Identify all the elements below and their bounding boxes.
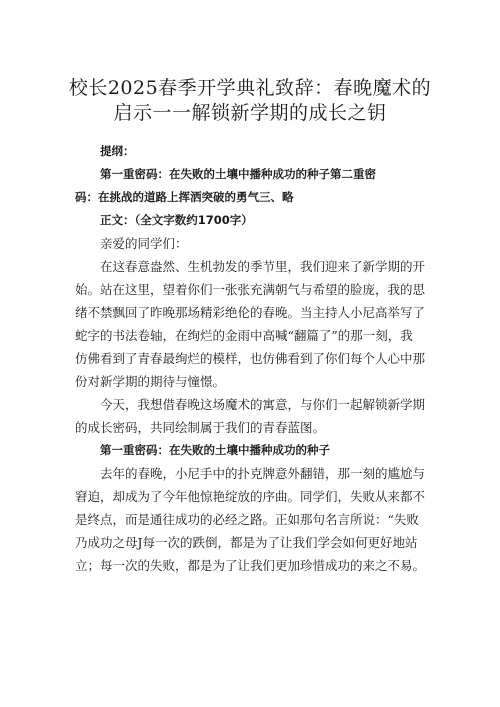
paragraph-line: 去年的春晚，小尼手中的扑克牌意外翻错，那一刻的尴尬与 [100, 466, 426, 481]
outline-content [75, 163, 427, 209]
paragraph-line: 窘迫，却成为了今年他惊艳绽放的序曲。同学们，失败从来都不 [75, 489, 426, 504]
paragraph-line: 仿佛看到了青春最绚烂的模样，也仿佛看到了你们每个人心中那 [75, 351, 426, 366]
paragraph-1 [75, 255, 427, 393]
paragraph-line: 绪不禁飘回了昨晚那场精彩绝伦的春晚。当主持人小尼高举写了 [75, 305, 426, 320]
paragraph-line: 在这春意盎然、生机勃发的季节里，我们迎来了新学期的开 [100, 259, 426, 274]
paragraph-line: 是终点，而是通往成功的必经之路。正如那句名言所说：“失败 [75, 512, 419, 527]
title-line-2: 启示一一解锁新学期的成长之钥 [113, 101, 387, 124]
paragraph-line: 份对新学期的期待与憧憬。 [75, 374, 226, 389]
main-text-heading: 正文：（全文字数约1700字） [100, 213, 253, 227]
greeting: 亲爱的同学们： [100, 236, 188, 251]
paragraph-3 [75, 462, 427, 577]
document-title [40, 76, 460, 126]
outline-line-1: 第一重密码：在失败的土壤中播种成功的种子第二重密 [100, 167, 376, 181]
paragraph-line: 蛇字的书法卷轴，在绚烂的金雨中高喊“翻篇了”的那一刻，我 [75, 328, 413, 343]
paragraph-line: 今天，我想借春晚这场魔术的寓意，与你们一起解锁新学期 [100, 397, 426, 412]
paragraph-2 [75, 393, 427, 439]
document-body [75, 140, 427, 577]
outline-label: 提纲： [100, 144, 135, 158]
paragraph-line: 乃成功之母J每一次的跌倒，都是为了让我们学会如何更好地站 [75, 535, 418, 550]
paragraph-line: 始。站在这里，望着你们一张张充满朝气与希望的脸庞，我的思 [75, 282, 426, 297]
paragraph-line: 立；每一次的失败，都是为了让我们更加珍惜成功的来之不易。 [75, 558, 426, 573]
title-line-1: 校长2025春季开学典礼致辞：春晚魔术的 [68, 76, 432, 99]
paragraph-line: 的成长密码，共同绘制属于我们的青春蓝图。 [75, 420, 326, 435]
outline-line-2: 码：在挑战的道路上挥洒突破的勇气三、略 [75, 190, 294, 204]
section-1-heading: 第一重密码：在失败的土壤中播种成功的种子 [100, 443, 330, 457]
